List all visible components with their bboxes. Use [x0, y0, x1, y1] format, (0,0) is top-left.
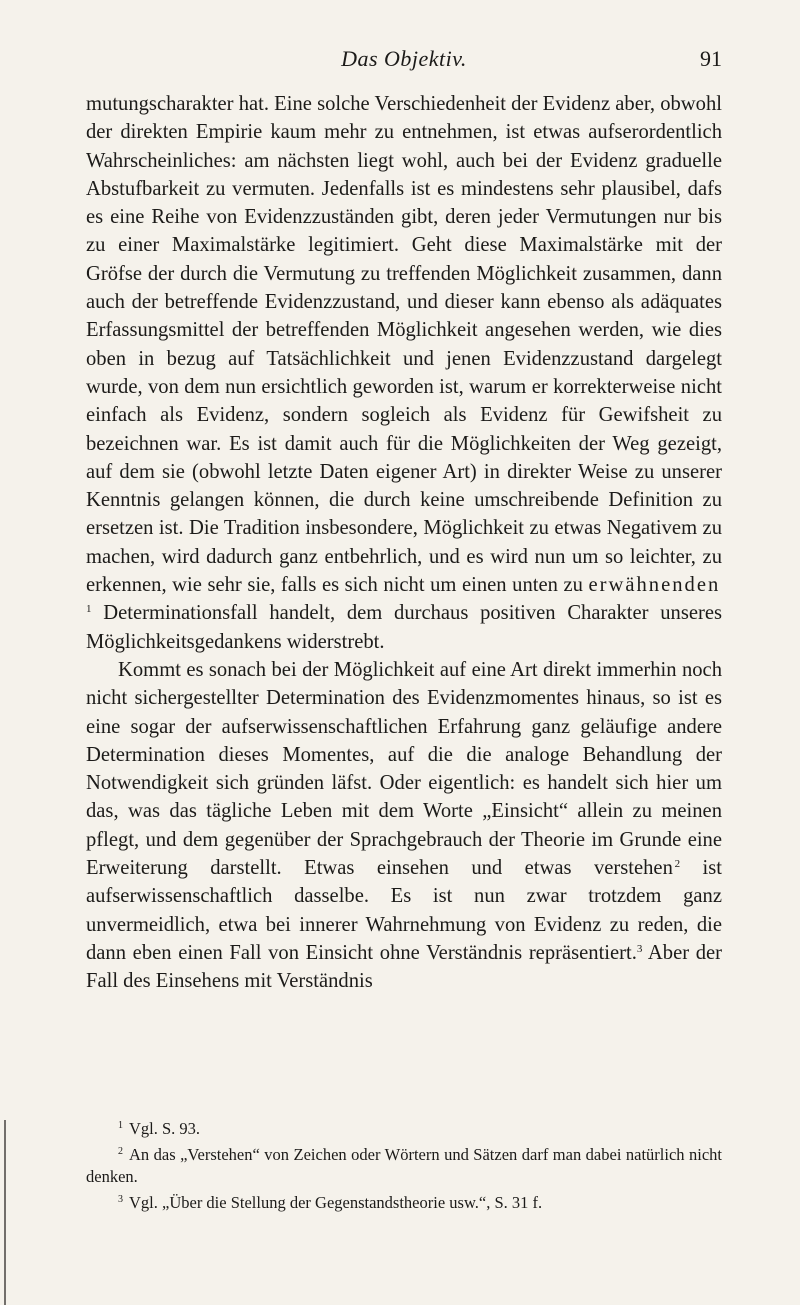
footnote-mark: 1: [118, 1120, 123, 1131]
footnote-text: Vgl. S. 93.: [129, 1119, 201, 1138]
paragraph-2-text-end: Aber der Fall des Einsehens mit Verständnis: [86, 941, 723, 993]
paragraph-2-text-mid: ist aufserwissenschaftlich dasselbe. Es ist nun zwar trotzdem ganz unvermeidlich, etwa bei innerer Wahrnehmung von Evidenz zu reden, die dann eben einen Fall von Einsicht ohne Verständnis repräsentiert.: [86, 857, 722, 964]
footnotes: [86, 1115, 722, 1214]
footnote-ref-3[interactable]: 3: [636, 942, 643, 955]
footnote-mark: 3: [118, 1193, 123, 1205]
footnote-mark: 2: [118, 1145, 123, 1157]
paragraph-1-text: mutungscharakter hat. Eine solche Verschiedenheit der Evidenz aber, obwohl der direkten Empirie kaum mehr zu entnehmen, ist etwas aufserordentlich Wahrscheinliches: am nächsten liegt wohl, auch bei der Evidenz graduelle Abstufbarkeit zu vermuten. Jedenfalls ist es mindestens sehr plausibel, dafs es eine Reihe von Evidenzzuständen gibt, deren jeder Vermutungen nur bis zu einer Maximalstärke legitimiert. Geht diese Maximalstärke mit der Gröfse der durch die Vermutung zu treffenden Möglichkeit zusammen, dann auch der betreffende Evidenzzustand, und dieser kann ebenso als adäquates Erfassungsmittel der betreffenden Möglichkeit angesehen werden, wie dies oben in bezug auf Tatsächlichkeit und jenen Evidenzzustand dargelegt wurde, von dem nun ersichtlich geworden ist, warum er korrekterweise nicht einfach als Evidenz, sondern sogleich als Evidenz für Gewifsheit zu bezeichnen war. Es ist damit auch für die Möglichkeiten der Weg gezeigt, auf dem sie (obwohl letzte Daten eigener Art) in direkter Weise zu unserer Kenntnis gelangen können, die durch keine umschreibende Definition zu ersetzen ist. Die Tradition insbesondere, Möglichkeit zu etwas Negativem zu machen, wird dadurch ganz entbehrlich, und es wird nun um so leichter, zu erkennen, wie sehr sie, falls es sich nicht um einen unten zu: [86, 93, 722, 597]
paragraph-2-text: Kommt es sonach bei der Möglichkeit auf eine Art direkt immerhin noch nicht sichergestellter Determination des Evidenzmomentes hinaus, so ist es eine sogar der aufserwissenschaftlichen Erfahrung ganz geläufige andere Determination dieses Momentes, auf die die analoge Behandlung der Notwendigkeit sich gründen läfst. Oder eigentlich: es handelt sich hier um das, was das tägliche Leben mit dem Worte „Einsicht“ allein zu meinen pflegt, und dem gegenüber der Sprachgebrauch der Theorie im Grunde eine Erweiterung darstellt. Etwas einsehen und etwas verstehen: [86, 658, 722, 880]
footnote-2: [86, 1141, 722, 1189]
footnote-3: [86, 1189, 722, 1215]
footnote-text: An das „Verstehen“ von Zeichen oder Wörtern und Sätzen darf man dabei natürlich nicht denken.: [86, 1144, 722, 1186]
paragraph-1-text-end: Determinationsfall handelt, dem durchaus positiven Charakter unseres Möglichkeitsgedankens widerstrebt.: [86, 602, 722, 653]
running-head: [86, 46, 722, 78]
footnote-ref-2[interactable]: 2: [674, 858, 681, 871]
body-text: [86, 90, 722, 996]
page-number: 91: [700, 46, 722, 71]
footnote-text: Vgl. „Über die Stellung der Gegenstandstheorie usw.“, S. 31 f.: [129, 1192, 543, 1212]
running-title: Das Objektiv.: [341, 46, 467, 71]
paragraph-continued: [86, 90, 722, 656]
binding-edge-line: [4, 1120, 6, 1305]
paragraph-2: [86, 656, 722, 996]
spaced-word: erwähnenden: [588, 574, 721, 597]
footnote-1: [86, 1115, 722, 1141]
footnote-ref-1[interactable]: 1: [86, 603, 92, 616]
